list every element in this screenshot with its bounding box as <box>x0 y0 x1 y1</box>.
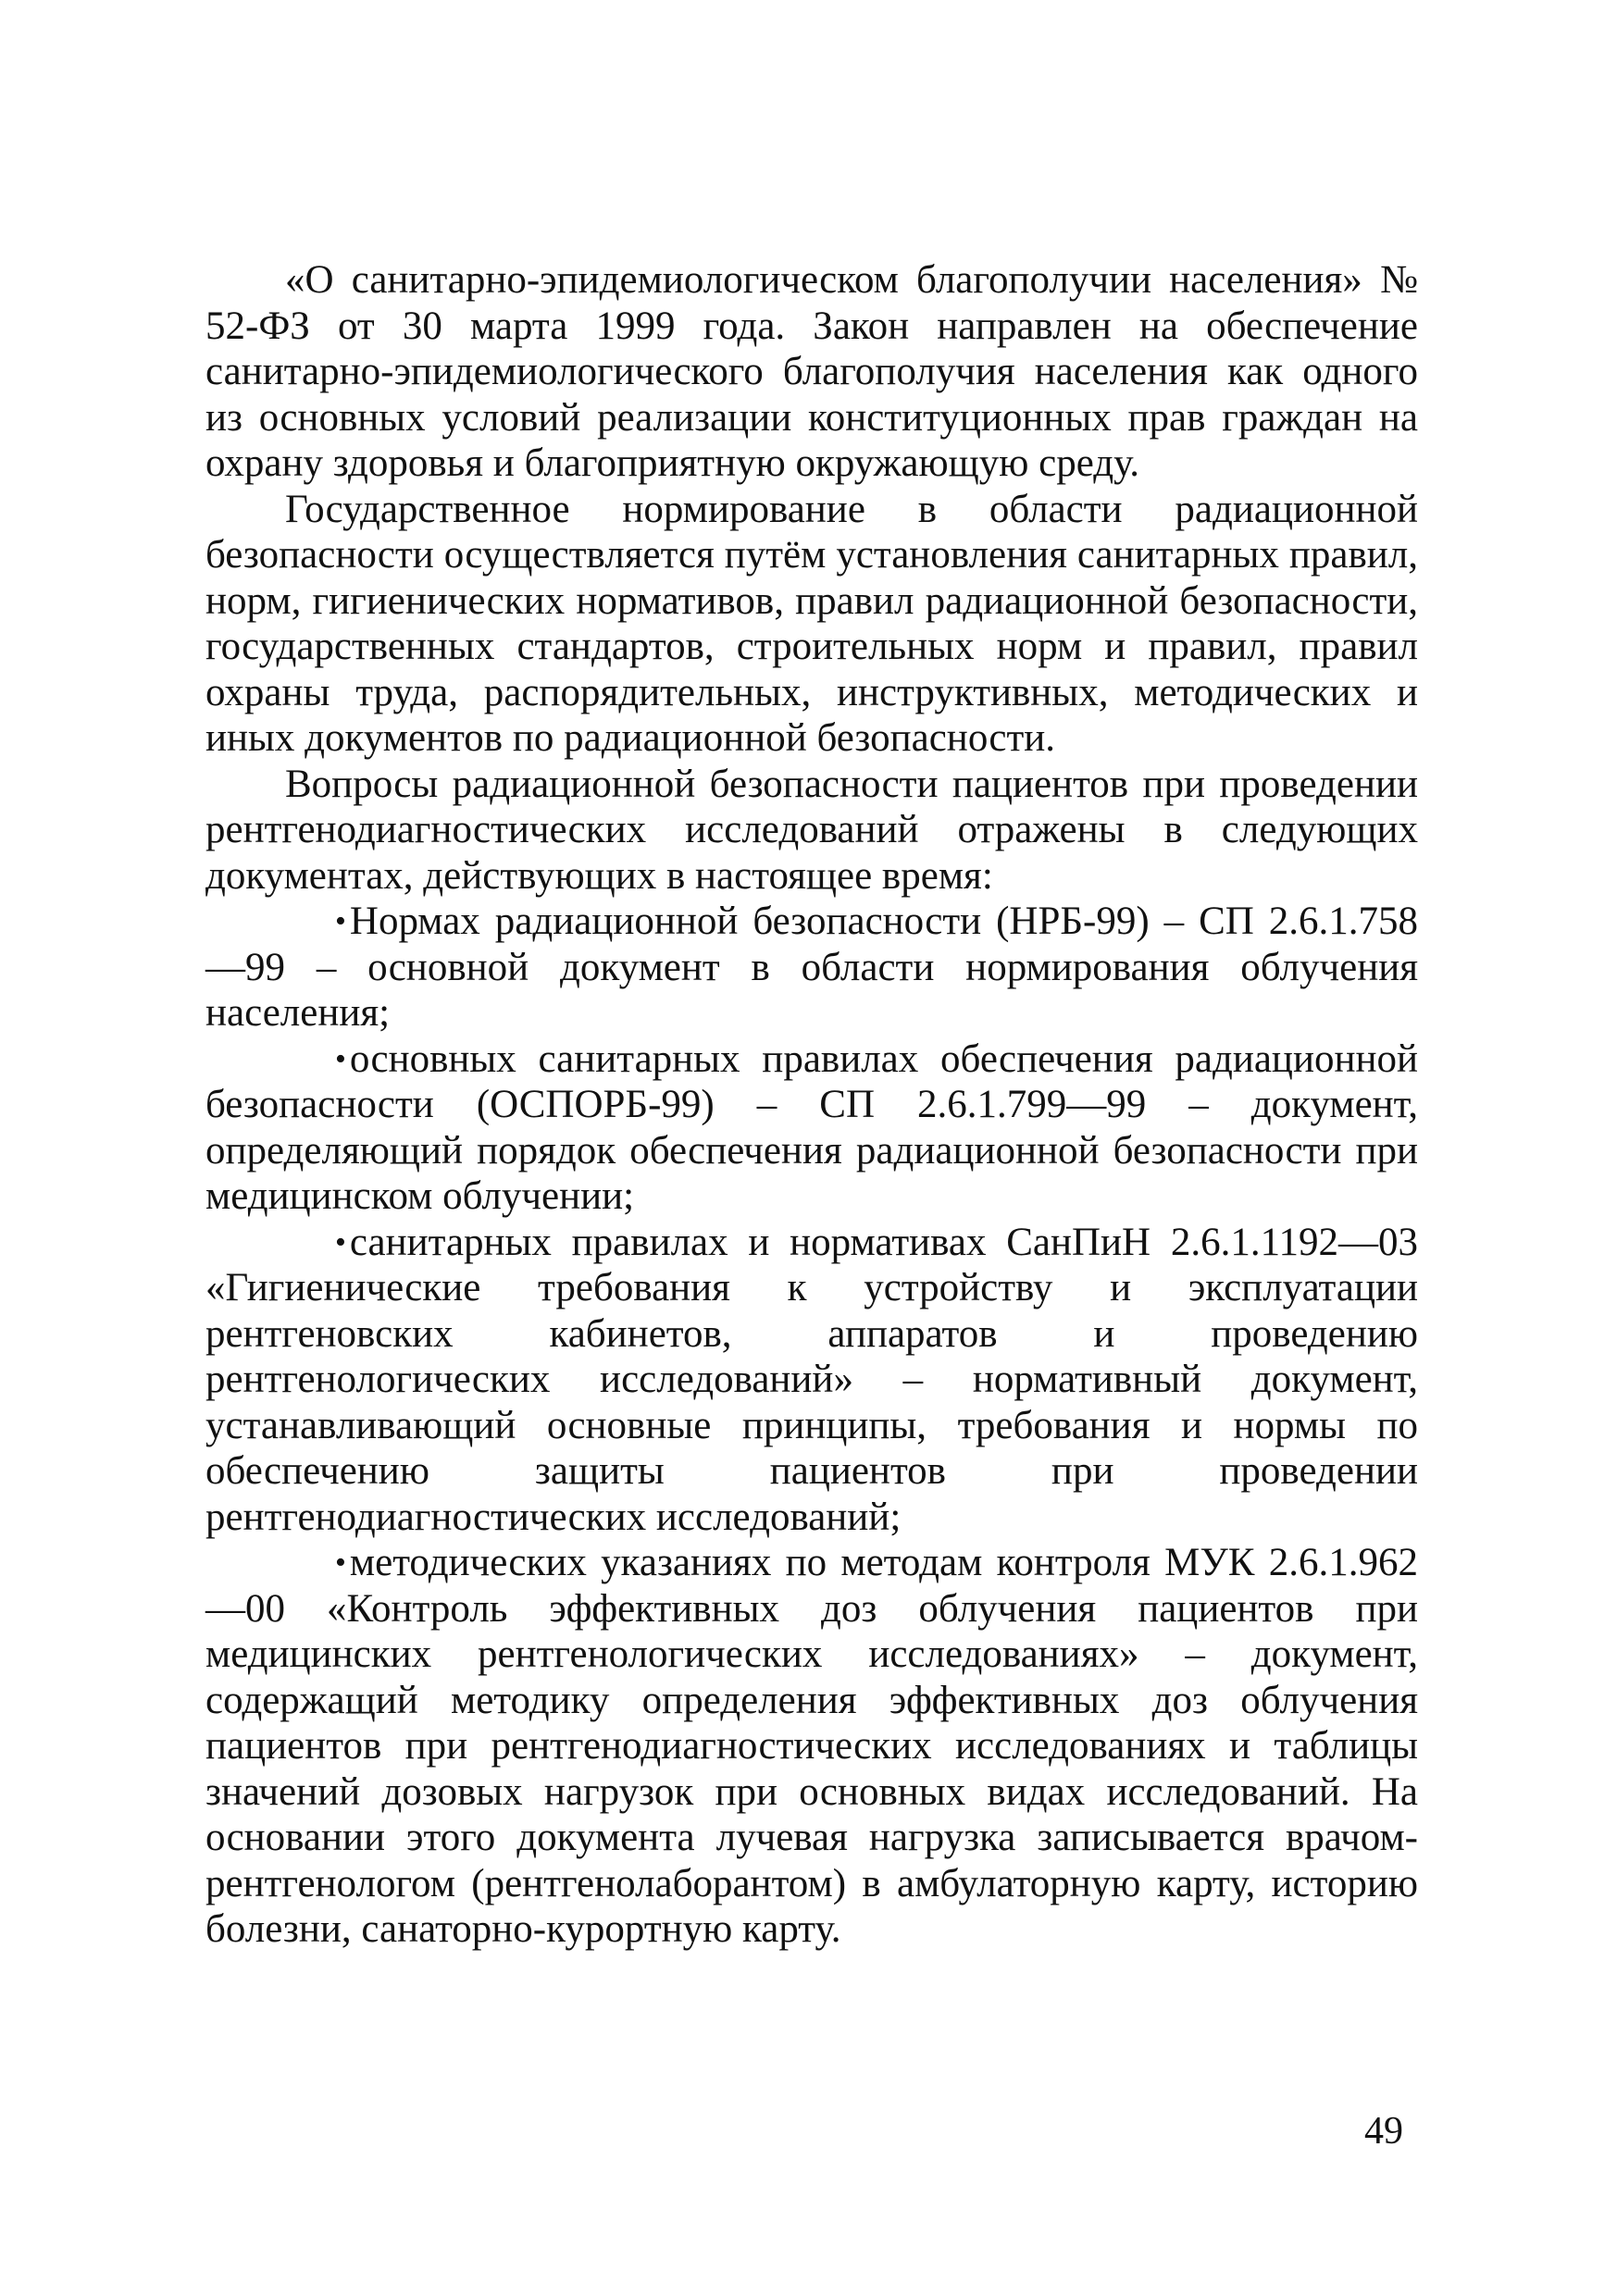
bullet-icon: • <box>335 904 346 938</box>
paragraph-law-reference: «О санитарно-эпидемиологическом благополучии населения» № 52-ФЗ от 30 марта 1999 года. Закон направлен на обеспечение санитарно-эпидемиологического благополучия населения как одного из основных условий реализации конституционных прав граждан на охрану здоровья и благоприятную окружающую среду. <box>205 258 1418 485</box>
list-item-text: Нормах радиационной безопасности (НРБ-99) – СП 2.6.1.758—99 – основной документ в области нормирования облучения населения; <box>205 900 1418 1035</box>
paragraph-patient-safety-documents: Вопросы радиационной безопасности пациентов при проведении рентгенодиагностических исследований отражены в следующих документах, действующих в настоящее время: <box>205 762 1418 898</box>
list-item-text: основных санитарных правилах обеспечения радиационной безопасности (ОСПОРБ-99) – СП 2.6.1.799—99 – документ, определяющий порядок обеспечения радиационной безопасности при медицинском облучении; <box>205 1036 1418 1218</box>
body-text <box>205 257 1418 1953</box>
paragraph-state-regulation: Государственное нормирование в области радиационной безопасности осуществляется путём установления санитарных правил, норм, гигиенических нормативов, правил радиационной безопасности, государственных стандартов, строительных норм и правил, правил охраны труда, распорядительных, инструктивных, методических и иных документов по радиационной безопасности. <box>205 487 1418 760</box>
list-item <box>205 899 1418 1036</box>
bullet-icon: • <box>335 1224 346 1260</box>
list-item-text: санитарных правилах и нормативах СанПиН 2.6.1.1192—03 «Гигиенические требования к устройству и эксплуатации рентгеновских кабинетов, аппаратов и проведению рентгенологических исследований» – нормативный документ, устанавливающий основные принципы, требования и нормы по обеспечению защиты пациентов при проведении рентгенодиагностических исследований; <box>205 1220 1418 1539</box>
list-item-text: методических указаниях по методам контроля МУК 2.6.1.962—00 «Контроль эффективных доз облучения пациентов при медицинских рентгенологических исследованиях» – документ, содержащий методику определения эффективных доз облучения пациентов при рентгенодиагностических исследованиях и таблицы значений дозовых нагрузок при основных видах исследований. На основании этого документа лучевая нагрузка записывается врачом-рентгенологом (рентгенолаборантом) в амбулаторную карту, историю болезни, санаторно-курортную карту. <box>205 1541 1418 1951</box>
bullet-icon: • <box>335 1041 346 1076</box>
bullet-icon: • <box>335 1545 346 1580</box>
page-number: 49 <box>1364 2110 1403 2153</box>
list-item <box>205 1220 1418 1541</box>
list-item <box>205 1036 1418 1220</box>
list-item <box>205 1540 1418 1953</box>
